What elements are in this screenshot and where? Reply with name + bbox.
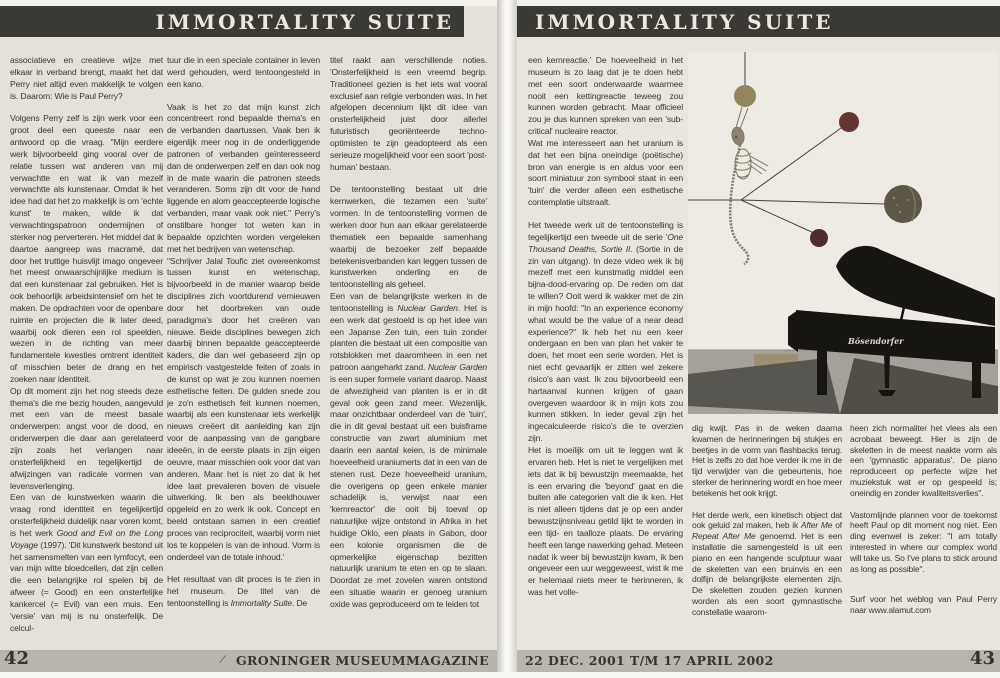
paragraph: Een van de belangrijkste werken in de tentoonstelling is Nuclear Garden. Het is een werk dat gestoeld is op het idee van een Japanse Zen tuin, een tuin zonder planten die bestaat uit een compositie van rotsblokken met daaromheen in een net patroon aangeharkt zand. Nuclear Garden is een super formele variant daarop. Naast de afwezigheid van planten is er in dit geval ook geen zand meer. Wezenlijk, maar onzichtbaar onderdeel van de 'tuin', die in dit geval bestaat uit een buisframe constructie van zwart aluminium met daarin een aantal keien, is de minimale hoeveelheid uraniumerts dat in een van de stenen rust. Deze hoeveelheid uranium, die overigens op geen enkele manier schadelijk is, verwijst naar een 'kernreactor' die ooit bij toeval op natuurlijke wijze ontstond in Afrika in het huidige Oklo, een plaats in Gabon, door een kolonie organismen die de opmerkelijke eigenschap bezitten natuurlijk uranium te eten en op te slaan. Doordat ze met zovelen waren ontstond een situatie waarin er genoeg uranium oxide was geproduceerd om te leiden tot (330, 291, 487, 609)
article-title-right: IMMORTALITY SUITE (535, 9, 834, 34)
paragraph: Het resultaat van dit proces is te zien in het museum. De titel van de tentoonstelling is Immortality Suite. De (167, 574, 320, 609)
magazine-name: GRONINGER MUSEUMMAGAZINE (235, 653, 489, 668)
article-column-right-1 (528, 55, 683, 648)
paragraph: Het is moeilijk om uit te leggen wat ik ervaren heb. Het is niet te vergelijken met iets dat ik bij bewustzijn meemaakte, het is een ervaring die 'beyond' gaat en die buiten alle categorien valt die ik ken. Het is niet alleen tijdens dat je op een ander bewustzijnsniveau getild lijkt te worden in een tijd- en taalloze plaats. De ervaring heeft een lange nawerking gehad. Meteen nadat ik weer bij bewustzijn kwam, ik ben ongeveer een uur weggeweest, wist ik me er helemaal niets meer te herinneren, ik was het volle- (528, 445, 683, 598)
paragraph: associatieve en creatieve wijze met elkaar in verband brengt, maakt het dat Perry niet altijd even makkelijk te volgen is. Daarom: Wie is Paul Perry? (10, 55, 163, 101)
paragraph: dig kwijt. Pas in de weken daarna kwamen de herinneringen bij stukjes en beetjes in de vorm van flashbacks terug. Het is zelfs zo dat hoe verder ik me in de tijd verwijder van die gebeurtenis, hoe sterker de herinnering wordt en hoe meer betekenis het ook krijgt. (692, 423, 842, 498)
artwork-photo (688, 52, 998, 414)
paragraph: Het tweede werk uit de tentoonstelling is tegelijkertijd een tweede uit de serie 'One Thousand Deaths, Sortie II. (Sortie in de zin van uitgang). In deze video wek ik bij mezelf met een kunstmatig middel een bijna-dood-ervaring op. De reden om dat te willen? Ooit werd ik wakker met de zin in mijn hoofd: "In an experience economy what would be the value of a near dead experience?" Ik heb het nu een keer ondergaan en ben van plan het vaker te doen, het moet een serie worden. Het is niet echt gevaarlijk er zitten wel zekere risico's aan vast. Ik zou bijvoorbeeld een hartaanval kunnen krijgen of gaan overgeven waardoor ik in mijn kots zou kunnen stikken. In ieder geval zijn het ingecalculeerde risico's die te overzien zijn. (528, 219, 683, 444)
paragraph: een kernreactie.' De hoeveelheid in het museum is zo laag dat je te doen hebt met een soort onderwaarde waarmee nooit een kettingreactie teweeg zou kunnen worden gebracht. Maar officieel zou je dus kunnen spreken van een 'sub-critical' nucleaire reactor. (528, 55, 683, 137)
page-number-left: 42 (4, 648, 30, 669)
paragraph: Vastomlijnde plannen voor de toekomst heeft Paul op dit moment nog niet. Een ding evenwel is zeker: "I am totally interested in where our complex world will take us. So I've plans to stick around as long as possible". (850, 509, 997, 574)
mobile-ball-khaki (734, 85, 756, 107)
paragraph: Volgens Perry zelf is zijn werk voor een groot deel een queeste naar een antwoord op die vraag. "Mijn eerdere werk bijvoorbeeld ging vooral over de relatie tussen wat anderen van mij verwachtte en wat ik van mezelf verwachtte als kunstenaar. Omdat ik het idee had dat het zo makkelijk is om 'echte kunst' te maken, wilde ik dat verwachtingspatroon ondermijnen of sterker nog perverteren. Het middel dat ik daartoe aangreep was macramé, dat door het truttige huisvlijt imago ongeveer het meest onwaarschijnlijke medium is dat een kunstenaar zal gebruiken. Het is ook behoorlijk arbeidsintensief om het te maken. De opdrachten voor de openbare ruimte en projecten die ik later deed, waarbij ook dieren een rol speelden, wezen in de richting van meer fundamentele kwesties omtrent identiteit of misschien beter de drang en het zoeken naar identiteit. (10, 113, 163, 384)
pen-mark-icon: ∕ (222, 654, 224, 666)
footer-bar-left (0, 650, 497, 672)
paragraph: Op dit moment zijn het nog steeds deze thema's die me bezig houden, aangevuld met een van de meest basale onderwerpen: angst voor de dood, en onderwerpen die daar aan gerelateerd zijn zoals het verlangen naar onsterfelijkheid en tegelijkertijd de afwijzingen van radicale vormen van levensverlenging. (10, 385, 163, 491)
piano-brand-label: Bösendorfer (848, 336, 904, 346)
article-column-right-3 (850, 423, 997, 649)
paragraph: Wat me interesseert aan het uranium is dat het een bijna oneindige (poëtische) bron van energie is en aldus voor een soort miniatuur zon symbool staat in een 'tuin' die verder alleen een esthetische contemplatie uitstraalt. (528, 137, 683, 208)
page-number-right: 43 (969, 648, 995, 669)
article-column-right-2 (692, 423, 842, 649)
paragraph: Het derde werk, een kinetisch object dat ook geluid zal maken, heb ik After Me of Repeat After Me genoemd. Het is een installatie die samengesteld is uit een piano en een hangende sculptuur waar de skeletten van een bruinvis en een dolfijn de belangrijkste elementen zijn. De skeletten zouden gezien kunnen worden als een soort gymnastische constellatie waarom- (692, 509, 842, 617)
paragraph: titel raakt aan verschillende noties. 'Onsterfelijkheid is een vreemd begrip. Traditioneel gezien is het iets wat vooral exclusief aan religie verbonden was. In het afgelopen decennium lijkt dit idee van onsterfelijkheid juist door allerlei futuristisch georiënteerde techno-optimisten te zijn geadopteerd als een serieuze mogelijkheid voor een soort 'post-human' bestaan. (330, 55, 487, 172)
paragraph: Vaak is het zo dat mijn kunst zich concentreert rond bepaalde thema's en de verbanden daartussen. Vaak ben ik eigenlijk meer nog in de onderliggende patronen of verbanden geïnteresseerd dan de onderwerpen zelf en dan ook nog in de mate waarin die patronen steeds veranderen. Soms zijn dit voor de hand liggende en alom geaccepteerde logische verbanden, maar vaak ook niet." Perry's onstilbare honger tot weten kan in bepaalde opzichten worden vergeleken met het bedrijven van wetenschap. (167, 101, 320, 254)
page-gutter (497, 0, 517, 678)
paragraph: "Schrijver Jalal Toufic ziet overeenkomst tussen kunst en wetenschap, bijvoorbeeld in de manier waarop beide disciplines zich voortdurend vernieuwen door het doorbreken van oude paradigma's door het creëren van nieuwe. Beide disciplines bewegen zich daarbij binnen bepaalde geaccepteerde kaders, die dan wel gebaseerd zijn op empirisch vastgestelde feiten of zoals in de kunst op wat je zou kunnen noemen esthetische feiten. De gulden snede zou je zo'n esthetisch feit kunnen noemen, waarbij als een kunstenaar iets werkelijk nieuws creëert dit aanleiding kan zijn voor de aanpassing van de gangbare ideeën, in de eerste plaats in zijn eigen oeuvre, maar misschien ook voor dat van anderen. Maar het is niet zo dat ik het idee laat prevaleren boven de visuele uitwerking. Ik ben als beeldhouwer opgeleid en zo werk ik ook. Concept en beeld ontstaan samen in een creatief proces van reciprociteit, waarbij vorm niet los te koppelen is van de inhoud. Vorm is onderdeel van de totale inhoud.' (167, 255, 320, 562)
piano-pedal-lyre (884, 352, 890, 388)
mobile-ball-maroon-upper (839, 112, 859, 132)
article-column-left-2 (167, 55, 320, 648)
exhibition-dates: 22 DEC. 2001 T/M 17 APRIL 2002 (525, 653, 774, 668)
paper-bottom-edge (0, 672, 1000, 678)
header-bar-left (0, 6, 464, 37)
header-bar-right (517, 6, 1000, 37)
skeleton-eye-socket (735, 136, 738, 139)
article-column-left-3 (330, 55, 487, 648)
paragraph: Surf voor het weblog van Paul Perry naar www.alamut.com (850, 594, 997, 616)
mobile-ball-textured (884, 185, 922, 223)
paragraph: De tentoonstelling bestaat uit drie kernwerken, die tezamen een 'suite' vormen. In de tentoonstelling vormen de werken door hun aan elkaar gerelateerde thematiek een bepaalde samenhang waarbij de bezoeker zelf bepaalde betekenisverbanden kan leggen tussen de kunstwerken onderling en de tentoonstelling als geheel. (330, 184, 487, 290)
piano-front-leg (817, 348, 827, 395)
paragraph: tuur die in een speciale container in leven werd gehouden, werd tentoongesteld in een kano. (167, 55, 320, 89)
article-title-left: IMMORTALITY SUITE (155, 9, 454, 34)
article-column-left-1 (10, 55, 163, 648)
paragraph: heen zich normaliter het vlees als een acrobaat beweegt. Hier is zijn de skeletten in de meest naakte vorm als een 'gymnastic apparatus'. De piano reproduceert op perfecte wijze het muziekstuk wat er op gespeeld is; oneindig en zonder kwaliteitsverlies". (850, 423, 997, 498)
footer-bar-right (517, 650, 1000, 672)
piano-rear-leg (972, 362, 981, 398)
mobile-ball-maroon-lower (810, 229, 828, 247)
paragraph: Een van de kunstwerken waarin die vraag rond identiteit en tegelijkertijd onsterfelijkheid duidelijk naar voren komt, is het werk Good and Evil on the Long Voyage (1997). 'Dit kunstwerk bestond uit het samensmelten van een lymfocyt, een van mijn witte bloedcellen, dat zijn cellen die een belangrijke rol spelen bij de afweer (= Good) en een onsterfelijke kankercel (= Evil) van een muis. Een 'versie' van mij is nu onsterfelijk. De celcul- (10, 492, 163, 633)
